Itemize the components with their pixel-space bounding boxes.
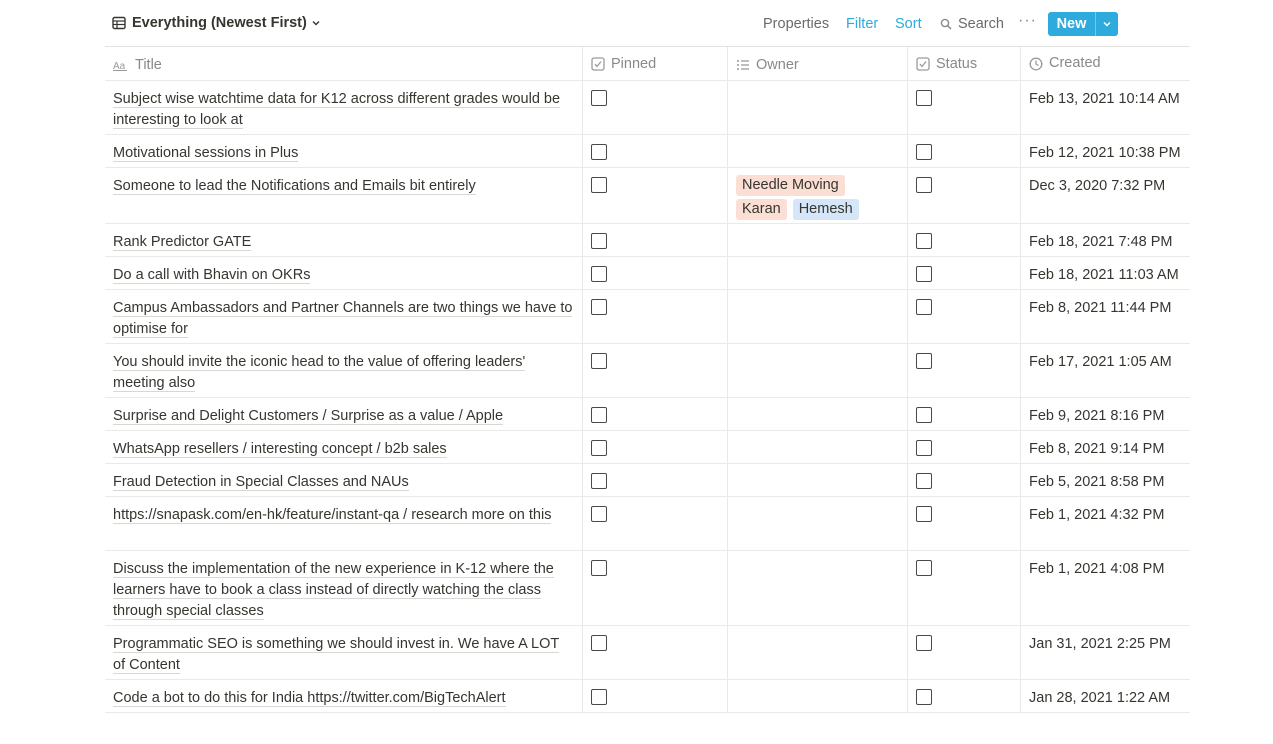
pinned-checkbox[interactable] bbox=[591, 233, 607, 249]
view-name: Everything (Newest First) bbox=[132, 15, 307, 31]
title-cell[interactable] bbox=[105, 135, 583, 167]
properties-button[interactable]: Properties bbox=[763, 16, 830, 32]
created-cell: Feb 8, 2021 11:44 PM bbox=[1029, 300, 1172, 316]
column-pinned-label: Pinned bbox=[611, 55, 657, 72]
table-row[interactable] bbox=[105, 431, 1190, 464]
table-row[interactable] bbox=[105, 81, 1190, 135]
status-cell bbox=[908, 431, 1021, 463]
status-checkbox[interactable] bbox=[916, 635, 932, 651]
owner-cell[interactable] bbox=[728, 431, 908, 463]
pinned-checkbox[interactable] bbox=[591, 90, 607, 106]
owner-cell[interactable] bbox=[728, 464, 908, 496]
title-cell[interactable] bbox=[105, 168, 583, 223]
status-cell bbox=[908, 626, 1021, 679]
pinned-cell bbox=[583, 626, 728, 679]
owner-tags bbox=[736, 175, 899, 220]
table-row[interactable] bbox=[105, 497, 1190, 551]
pinned-checkbox[interactable] bbox=[591, 635, 607, 651]
row-title[interactable]: Rank Predictor GATE bbox=[113, 234, 252, 250]
row-title[interactable]: You should invite the iconic head to the value of offering leaders' meeting also bbox=[113, 354, 526, 391]
pinned-checkbox[interactable] bbox=[591, 506, 607, 522]
created-cell: Feb 1, 2021 4:32 PM bbox=[1029, 507, 1165, 523]
status-cell bbox=[908, 680, 1021, 712]
pinned-checkbox[interactable] bbox=[591, 144, 607, 160]
column-header-status[interactable] bbox=[908, 47, 1021, 80]
owner-cell[interactable] bbox=[728, 626, 908, 679]
owner-cell[interactable] bbox=[728, 398, 908, 430]
column-header-pinned[interactable] bbox=[583, 47, 728, 80]
owner-cell[interactable] bbox=[728, 344, 908, 397]
checkbox-property-icon bbox=[591, 57, 605, 71]
table-row[interactable] bbox=[105, 168, 1190, 224]
title-cell[interactable] bbox=[105, 81, 583, 134]
status-checkbox[interactable] bbox=[916, 440, 932, 456]
pinned-checkbox[interactable] bbox=[591, 299, 607, 315]
table-row[interactable] bbox=[105, 464, 1190, 497]
owner-tag: Hemesh bbox=[793, 199, 859, 220]
table-row[interactable] bbox=[105, 551, 1190, 626]
title-cell[interactable] bbox=[105, 344, 583, 397]
owner-cell[interactable] bbox=[728, 290, 908, 343]
status-cell bbox=[908, 398, 1021, 430]
text-property-icon bbox=[113, 59, 129, 71]
title-cell[interactable] bbox=[105, 224, 583, 256]
status-checkbox[interactable] bbox=[916, 353, 932, 369]
status-cell bbox=[908, 551, 1021, 625]
row-title[interactable]: Programmatic SEO is something we should invest in. We have A LOT of Content bbox=[113, 636, 560, 673]
row-title[interactable]: Motivational sessions in Plus bbox=[113, 145, 299, 161]
owner-tag: Karan bbox=[736, 199, 787, 220]
column-header-created[interactable] bbox=[1021, 47, 1190, 80]
pinned-checkbox[interactable] bbox=[591, 560, 607, 576]
status-cell bbox=[908, 168, 1021, 223]
owner-cell[interactable] bbox=[728, 551, 908, 625]
status-checkbox[interactable] bbox=[916, 233, 932, 249]
row-title[interactable]: https://snapask.com/en-hk/feature/instant-qa / research more on this bbox=[113, 507, 552, 523]
row-title[interactable]: Do a call with Bhavin on OKRs bbox=[113, 267, 311, 283]
owner-tag: Needle Moving bbox=[736, 175, 845, 196]
database-toolbar bbox=[105, 0, 1190, 47]
created-cell: Dec 3, 2020 7:32 PM bbox=[1029, 178, 1166, 194]
pinned-cell bbox=[583, 135, 728, 167]
pinned-checkbox[interactable] bbox=[591, 353, 607, 369]
list-property-icon bbox=[736, 58, 750, 72]
table-row[interactable] bbox=[105, 398, 1190, 431]
row-title[interactable]: WhatsApp resellers / interesting concept / b2b sales bbox=[113, 441, 447, 457]
created-cell: Feb 1, 2021 4:08 PM bbox=[1029, 561, 1165, 577]
title-cell[interactable] bbox=[105, 680, 583, 712]
status-cell bbox=[908, 497, 1021, 550]
search-label: Search bbox=[958, 16, 1004, 32]
pinned-cell bbox=[583, 680, 728, 712]
table-row[interactable] bbox=[105, 224, 1190, 257]
title-cell[interactable] bbox=[105, 398, 583, 430]
pinned-cell bbox=[583, 551, 728, 625]
pinned-checkbox[interactable] bbox=[591, 177, 607, 193]
created-cell: Feb 17, 2021 1:05 AM bbox=[1029, 354, 1172, 370]
status-cell bbox=[908, 464, 1021, 496]
owner-cell[interactable] bbox=[728, 497, 908, 550]
row-title[interactable]: Campus Ambassadors and Partner Channels are two things we have to optimise for bbox=[113, 300, 573, 337]
status-checkbox[interactable] bbox=[916, 299, 932, 315]
owner-cell[interactable] bbox=[728, 81, 908, 134]
pinned-checkbox[interactable] bbox=[591, 440, 607, 456]
column-status-label: Status bbox=[936, 55, 978, 72]
table-row[interactable] bbox=[105, 344, 1190, 398]
table-body bbox=[105, 81, 1190, 713]
svg-text:Aa: Aa bbox=[113, 61, 126, 71]
view-selector[interactable] bbox=[112, 15, 327, 31]
row-title[interactable]: Discuss the implementation of the new experience in K-12 where the learners have to book a class instead of directly watching the class through special classes bbox=[113, 561, 554, 619]
more-options-icon[interactable]: ··· bbox=[1018, 12, 1037, 29]
sort-button[interactable]: Sort bbox=[895, 16, 922, 32]
status-checkbox[interactable] bbox=[916, 506, 932, 522]
title-cell[interactable] bbox=[105, 431, 583, 463]
title-cell[interactable] bbox=[105, 257, 583, 289]
owner-cell[interactable] bbox=[728, 135, 908, 167]
column-owner-label: Owner bbox=[756, 57, 799, 73]
pinned-cell bbox=[583, 290, 728, 343]
chevron-down-icon bbox=[311, 18, 321, 28]
status-checkbox[interactable] bbox=[916, 407, 932, 423]
column-created-label: Created bbox=[1049, 55, 1101, 71]
status-cell bbox=[908, 290, 1021, 343]
row-title[interactable]: Code a bot to do this for India https://twitter.com/BigTechAlert bbox=[113, 690, 506, 706]
title-cell[interactable] bbox=[105, 551, 583, 625]
owner-cell[interactable] bbox=[728, 680, 908, 712]
owner-cell[interactable] bbox=[728, 224, 908, 256]
status-checkbox[interactable] bbox=[916, 144, 932, 160]
created-cell: Feb 18, 2021 7:48 PM bbox=[1029, 234, 1173, 250]
created-cell: Feb 5, 2021 8:58 PM bbox=[1029, 474, 1165, 490]
status-cell bbox=[908, 81, 1021, 134]
pinned-cell bbox=[583, 344, 728, 397]
owner-cell[interactable] bbox=[728, 257, 908, 289]
status-checkbox[interactable] bbox=[916, 266, 932, 282]
status-cell bbox=[908, 135, 1021, 167]
created-cell: Feb 13, 2021 10:14 AM bbox=[1029, 91, 1180, 107]
pinned-checkbox[interactable] bbox=[591, 266, 607, 282]
created-cell: Feb 9, 2021 8:16 PM bbox=[1029, 408, 1165, 424]
status-checkbox[interactable] bbox=[916, 689, 932, 705]
created-cell: Jan 28, 2021 1:22 AM bbox=[1029, 690, 1171, 706]
column-title-label: Title bbox=[135, 56, 162, 73]
table-icon bbox=[112, 16, 126, 30]
created-cell: Feb 12, 2021 10:38 PM bbox=[1029, 145, 1181, 161]
status-checkbox[interactable] bbox=[916, 177, 932, 193]
table-row[interactable] bbox=[105, 626, 1190, 680]
title-cell[interactable] bbox=[105, 497, 583, 550]
clock-icon bbox=[1029, 57, 1043, 71]
table-row[interactable] bbox=[105, 257, 1190, 290]
search-icon bbox=[940, 18, 952, 30]
status-cell bbox=[908, 344, 1021, 397]
new-dropdown-toggle[interactable] bbox=[1096, 19, 1118, 29]
table-header-row bbox=[105, 47, 1190, 81]
title-cell[interactable] bbox=[105, 626, 583, 679]
row-title[interactable]: Someone to lead the Notifications and Emails bit entirely bbox=[113, 178, 476, 194]
column-header-owner[interactable] bbox=[728, 47, 908, 80]
pinned-cell bbox=[583, 257, 728, 289]
status-checkbox[interactable] bbox=[916, 90, 932, 106]
status-checkbox[interactable] bbox=[916, 473, 932, 489]
new-button-label: New bbox=[1056, 16, 1087, 32]
search-button[interactable] bbox=[940, 16, 1004, 32]
table-row[interactable] bbox=[105, 680, 1190, 713]
created-cell: Jan 31, 2021 2:25 PM bbox=[1029, 636, 1171, 652]
status-cell bbox=[908, 224, 1021, 256]
pinned-checkbox[interactable] bbox=[591, 473, 607, 489]
pinned-cell bbox=[583, 464, 728, 496]
status-cell bbox=[908, 257, 1021, 289]
created-cell: Feb 8, 2021 9:14 PM bbox=[1029, 441, 1165, 457]
filter-button[interactable]: Filter bbox=[846, 16, 879, 32]
table-row[interactable] bbox=[105, 135, 1190, 168]
pinned-cell bbox=[583, 497, 728, 550]
pinned-cell bbox=[583, 431, 728, 463]
title-cell[interactable] bbox=[105, 464, 583, 496]
pinned-cell bbox=[583, 168, 728, 223]
new-button[interactable] bbox=[1048, 12, 1118, 36]
database-table bbox=[105, 46, 1190, 713]
chevron-down-icon bbox=[1102, 19, 1112, 29]
status-checkbox[interactable] bbox=[916, 560, 932, 576]
table-row[interactable] bbox=[105, 290, 1190, 344]
pinned-cell bbox=[583, 81, 728, 134]
owner-cell[interactable] bbox=[728, 168, 908, 223]
pinned-cell bbox=[583, 398, 728, 430]
pinned-cell bbox=[583, 224, 728, 256]
checkbox-property-icon bbox=[916, 57, 930, 71]
row-title[interactable]: Subject wise watchtime data for K12 across different grades would be interesting to look at bbox=[113, 91, 561, 128]
row-title[interactable]: Surprise and Delight Customers / Surprise as a value / Apple bbox=[113, 408, 504, 424]
row-title[interactable]: Fraud Detection in Special Classes and NAUs bbox=[113, 474, 409, 490]
pinned-checkbox[interactable] bbox=[591, 689, 607, 705]
title-cell[interactable] bbox=[105, 290, 583, 343]
pinned-checkbox[interactable] bbox=[591, 407, 607, 423]
created-cell: Feb 18, 2021 11:03 AM bbox=[1029, 267, 1179, 283]
column-header-title[interactable] bbox=[105, 47, 583, 80]
